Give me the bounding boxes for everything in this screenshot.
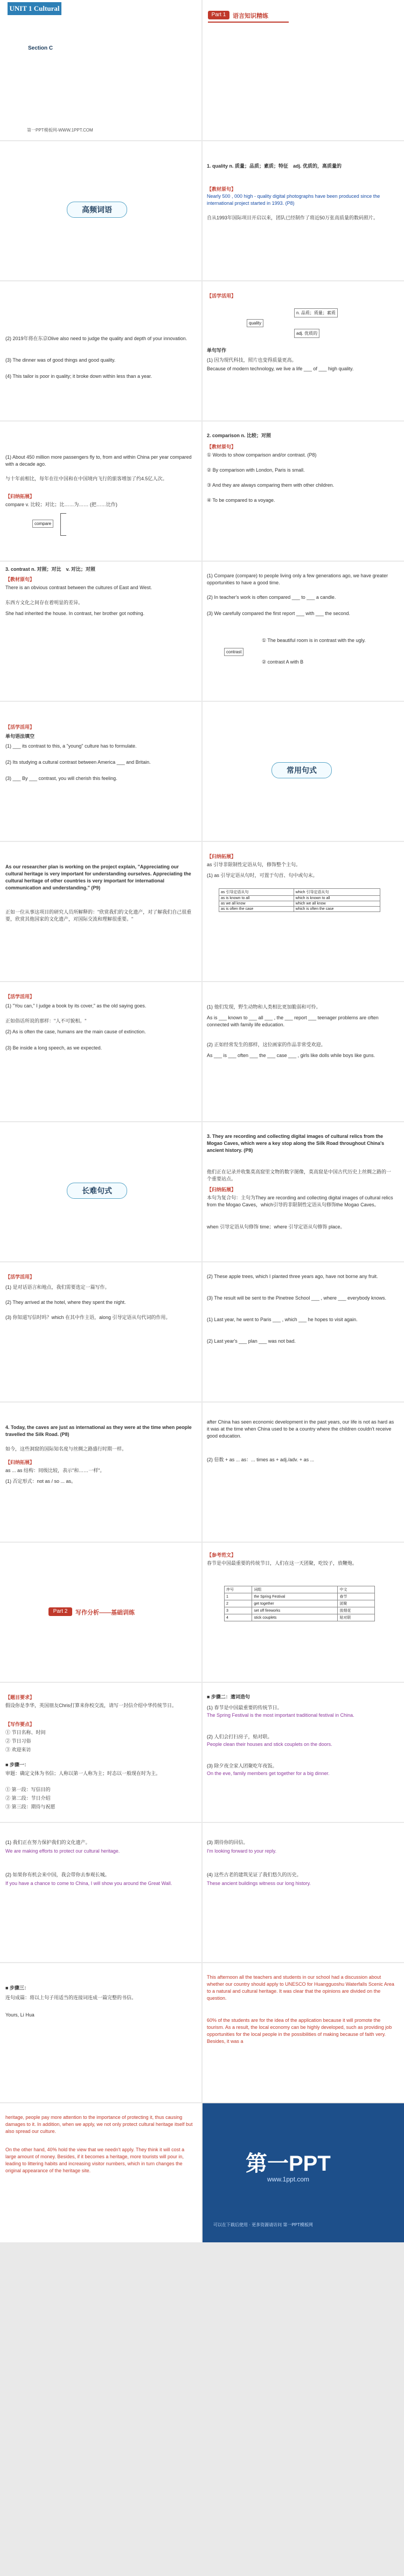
s2-left-1: (2) 2019年将在东京Olive also need to judge the quality and depth of your innovation. [5,336,187,341]
s8-r1: 本句为复合句：主句为They are recording and collecting digital images of cultural relics from the Mogao Caves，which引导的非限制性定语从句修饰the Mogao Caves。 [207,1195,393,1207]
table-cell: 3 [225,1607,252,1614]
s7-e1-cn: 正如俗话所说的那样："人不可貌相。" [5,1018,87,1024]
s7-e1: (1) "You can," I judge a book by its cover," as the old saying goes. [5,1003,147,1009]
s15-right [203,2103,404,2242]
orig-sentence: Nearly 500 , 000 high - quality digital photographs have been produced since the international project started in 1993. (P8) [207,194,380,206]
part-title: 语言知识精练 [233,13,268,19]
step2-3-en: On the eve, family members get together for a big dinner. [207,1771,330,1776]
slide-10 [0,1262,404,1401]
table-cell: get together [252,1600,338,1607]
table-cell: set off fireworks [252,1607,338,1614]
step1-p3: ③ 第三段：期待与祝愿 [5,1804,55,1810]
slide-13 [0,1683,404,1822]
step2-1: (1) 春节是中国最重要的传统节日。 [207,1705,282,1710]
s11-left [0,1543,201,1682]
s2-left-3: (4) This tailor is poor in quality; it broke down within less than a year. [5,374,152,379]
s8-left-1: (1) 是对话语言和地点，我们需要选定一篇写作。 [5,1284,110,1290]
table-head-1: as 引导定语从句 [219,889,294,896]
s6-r2: (1) as 引导定语从句时，可置于句首、句中或句末。 [207,873,318,878]
s3-right [203,562,404,701]
fill-1: (1) ___ its contrast to this, a "young" culture has to formulate. [5,743,137,749]
divider [201,562,203,701]
ex-title: 单句写作 [207,348,227,353]
s4-left [0,562,201,701]
slide-12 [0,1543,404,1682]
s8-sentence: 3. They are recording and collecting digital images of cultural relics from the Mogao Caves, which were a key stop along the Silk Road throughout China's ancient history. (P8) [207,1134,385,1153]
s1-right [203,141,404,280]
table-cell: 春节 [338,1593,375,1600]
banner-sentence: 常用句式 [271,762,332,778]
s12-left [0,1683,201,1822]
s8-right [203,1122,404,1261]
table-row [219,901,380,907]
step2-2: (2) 人们会打扫房子，贴对联。 [207,1734,273,1739]
s15-left [0,2103,201,2242]
table-cell: as is known to all [219,896,294,901]
table-row [225,1593,375,1600]
table-cell: as we all know [219,901,294,907]
tag-apply-8: 【活学活用】 [5,1274,35,1280]
s10-right [203,1403,404,1542]
s11-right [203,1543,404,1682]
table-header [225,1586,375,1593]
s7-r4: As ___ is ___ often ___ the ___ case ___ , girls like dolls while boys like guns. [207,1053,375,1058]
compare-brace [60,513,66,536]
banner-high-freq: 高频词语 [67,202,127,218]
s3-left-1: (1) About 450 million more passengers fly to, from and within China per year compared with a decade ago. [5,454,192,467]
tag-use-3: 【教材原句】 [5,577,35,582]
tag-sum-10: 【归纳拓展】 [5,1460,35,1465]
slide-cover [0,0,404,140]
s1-exercise [203,281,404,420]
ex-1-en: Because of modern technology, we live a life ___ of ___ high quality. [207,366,354,371]
quality-note-2: adj. 优质的 [294,329,319,338]
table-cell: 1 [225,1593,252,1600]
item-comparison: 2. comparison n. 比较；对照 [207,433,271,438]
c2: ② By comparison with London, Paris is small. [207,467,305,473]
table-header [219,889,380,896]
divider [201,1823,203,1962]
c4: ④ To be compared to a voyage. [207,498,275,503]
contrast-2: She had inherited the house. In contrast, her brother got nothing. [5,611,145,616]
essay-1: This afternoon all the teachers and students in our school had a discussion about whether our country should apply to UNESCO for Huangguoshu Waterfalls Scenic Area to a natural and cultural heritage. It was clear that the opinions are divided on the question. [207,1974,394,2001]
banner-long-sentence: 长难句式 [67,1183,127,1199]
s6-left [0,842,201,981]
c1: ① Words to show comparison and/or contrast. (P8) [207,452,317,458]
point-2: ② 节日习俗 [5,1738,31,1744]
compare-label: compare [32,520,53,528]
table-row [219,896,380,901]
s13-l1: (1) 我们正在努力保护我们的文化遗产。 [5,1840,90,1845]
step2-tag: ■ 步骤二：遣词造句 [207,1694,250,1700]
orig-translation: 自从1993年国际项目开启以来，团队已经制作了将近50万张高质量的数码照片。 [207,215,379,220]
table-cell: stick couplets [252,1614,338,1621]
compare-cn: compare v. 比较；对比；比……为…… (把……比作) [5,502,117,507]
point-3: ③ 欢迎来访 [5,1747,31,1752]
logo-big: 第一PPT [246,2152,331,2176]
divider [201,1262,203,1401]
s8b-left [0,1262,201,1401]
divider [201,2103,203,2242]
s13-l2-en: If you have a chance to come to China, I will show you around the Great Wall. [5,1881,172,1886]
tag-ex: 【活学活用】 [207,293,236,299]
tag-sum-6: 【归纳拓展】 [207,854,236,859]
cover-right [203,0,404,140]
tag-apply-7: 【活学活用】 [5,994,35,999]
step1-p2: ② 第二段：节日介绍 [5,1795,51,1801]
part2-title: 写作分析——基础训练 [75,1610,135,1616]
slide-8 [0,982,404,1121]
tag-apply: 【活学活用】 [5,724,35,730]
s14-right [203,1963,404,2102]
table-cell: 放烟花 [338,1607,375,1614]
s2-left-2: (3) The dinner was of good things and good quality. [5,357,116,363]
table-row [225,1607,375,1614]
fill-2: (2) Its studying a cultural contrast between America ___ and Britain. [5,759,151,765]
table-cell: as is often the case [219,907,294,912]
s13-right [203,1823,404,1962]
s8-r2: when 引导定语从句修饰 time；where 引导定语从句修饰 place。 [207,1224,345,1230]
s13-left [0,1823,201,1962]
step2-2-en: People clean their houses and stick couplets on the doors. [207,1742,332,1747]
cover-title: UNIT 1 Cultural Heritage [8,2,61,15]
s3-left-cn: 与十年前相比，每年在往中国和在中国境内飞行的旅客增加了约4.5亿人次。 [5,476,168,481]
table-cell: 贴对联 [338,1614,375,1621]
table-cell: which is known to all [294,896,380,901]
phrase-table [224,1586,375,1621]
s6-r1: as 引导非限制性定语从句，修饰整个主句。 [207,862,301,867]
contrast-r2: ② contrast A with B [262,659,304,665]
item-quality: 1. quality n. 质量；品质；素质；特征 adj. 优质的，高质量的 [207,163,342,169]
s7-e3: (3) Be inside a long speech, as we expected. [5,1045,102,1051]
divider [201,1543,203,1682]
step1-tag: ■ 步骤一： [5,1762,29,1767]
step3-sign: Yours, Li Hua [5,2012,34,2018]
s13-l2: (2) 如果你有机会来中国，我会带你去参观长城。 [5,1872,110,1877]
s14-left [0,1963,201,2102]
s6-right [203,842,404,981]
table-head: 词组 [252,1586,338,1593]
s10-r3: after China has seen economic development in the past years, our life is not as hard as it was at the time when China used to be a country where the children couldn't receive good education. [207,1419,394,1439]
table-row [219,907,380,912]
s7-left [0,982,201,1121]
slide-11 [0,1403,404,1542]
s10-left [0,1403,201,1542]
contrast-r1: ① The beautiful room is in contrast with the ugly. [262,638,366,643]
divider [201,1683,203,1822]
fill-title: 单句语法填空 [5,734,35,739]
step2-3: (3) 除夕夜全家人团聚吃年夜饭。 [207,1763,277,1769]
s9-right [203,1262,404,1401]
s13-l1-en: We are making efforts to protect our cultural heritage. [5,1848,120,1854]
s8-left-3: (3) 你知道写信时吗？which 在其中作主语，along 引导定语从句代词的作用。 [5,1315,171,1320]
table-row [225,1600,375,1607]
as-which-table [219,888,380,912]
slide-7 [0,842,404,981]
tag-use-2: 【教材原句】 [207,444,236,450]
s6-sentence: As our researcher plan is working on the project explain, "Appreciating our cultural heritage is very important for understanding ourselves. Appreciating the cultural heritage of other countries is very important for international communication and understanding." (P9) [5,864,191,890]
table-head: 序号 [225,1586,252,1593]
fill-3: (3) ___ By ___ contrast, you will cherish this feeling. [5,776,117,781]
cover-section: Section C [28,45,53,51]
divider [201,281,203,420]
divider [201,1403,203,1542]
s8-sentence-cn: 他们正在记录并收集莫高窟里文物的数字图像，莫高窟是中国古代历史上丝绸之路的一个重要站点。 [207,1169,392,1182]
divider [201,842,203,981]
slide-9 [0,1122,404,1261]
slide-14 [0,1823,404,1962]
cover-left [0,0,201,140]
s10-r4: (2) 倍数 + as ... as：... times as + adj./adv. + as ... [207,1457,315,1462]
s8-left-2: (2) They arrived at the hotel, where they spent the night. [5,1300,126,1305]
contrast-label: contrast [224,648,243,656]
point-1: ① 节日名称、时间 [5,1730,46,1735]
s1-left [0,141,201,280]
contrast-1: There is an obvious contrast between the cultures of East and West. [5,585,152,590]
s10-r1: as ... as 结构：同级比较，表示"和……一样"。 [5,1468,105,1473]
divider [201,982,203,1121]
table-cell: which is often the case [294,907,380,912]
step2-1-en: The Spring Festival is the most important traditional festival in China. [207,1712,354,1718]
essay-3: heritage, people pay more attention to the importance of protecting it, thus causing damages to it. In addition, when we apply, we not only protect cultural heritage itself but also spread our culture. [5,2115,193,2134]
table-cell: 2 [225,1600,252,1607]
slide-15 [0,1963,404,2102]
divider [201,1122,203,1261]
s11-right-1: 春节是中国最重要的传统节日，人们在这一天团聚，吃饺子，放鞭炮。 [207,1560,358,1566]
s9-r1: (1) Last year, he went to Paris ___ , which ___ he hopes to visit again. [207,1317,358,1322]
part2-label: Part 2 [48,1607,72,1616]
divider [201,702,203,841]
table-cell: which we all know [294,901,380,907]
slide-2 [0,141,404,280]
tag-ref: 【参考范文】 [207,1552,236,1558]
compare-ex-2: (2) In teacher's work is often compared ___ to ___ a candle. [207,595,336,600]
slide-4 [0,422,404,561]
s9-r2: (2) Last year's ___ plan ___ was not bad. [207,1338,296,1344]
s9-l2: (3) The result will be sent to the Pinetree School ___ , where ___ everybody knows. [207,1295,387,1301]
tag-points: 【写作要点】 [5,1722,35,1727]
s13-r2: (4) 这些古老的建筑见证了我们悠久的历史。 [207,1872,302,1877]
c3: ③ And they are always comparing them with other children. [207,482,335,488]
ex-1: (1) 因为现代科技，照片也变得质量更高。 [207,357,297,363]
tag-sum-8: 【归纳拓展】 [207,1187,236,1192]
task-text: 假设你是李华，英国朋友Chris打算来你校交流，请写一封信介绍中华传统节日。 [5,1703,177,1708]
slide-3 [0,281,404,420]
s13-r1-en: I'm looking forward to your reply. [207,1848,277,1854]
divider [201,422,203,561]
compare-ex-3: (3) We carefully compared the first report ___ with ___ the second. [207,611,350,616]
s7-e2: (2) As is often the case, humans are the main cause of extinction. [5,1029,146,1034]
tag-orig: 【教材原句】 [207,187,236,192]
slide-16 [0,2103,404,2242]
divider [201,0,203,140]
s12-right [203,1683,404,1822]
s2-left [0,281,201,420]
quality-label: quality [247,319,263,327]
s10-sentence-cn: 如今，这些洞窟的国际知名度与丝绸之路盛行时期一样。 [5,1446,127,1452]
tag-task: 【题目要求】 [5,1695,35,1700]
table-head-2: which 引导定语从句 [294,889,380,896]
table-cell: 团聚 [338,1600,375,1607]
s7-r2: As is ___ known to ___ all ___ , the ___ report ___ teenager problems are often connected with family life education. [207,1015,379,1027]
step1-text: 审题：确定文体为书信；人称以第一人称为主；时态以一般现在时为主。 [5,1771,161,1776]
s5-left [0,702,201,841]
tag-sum: 【归纳拓展】 [5,494,35,499]
s10-r2: (1) 否定形式：not as / so ... as。 [5,1479,76,1484]
step3-tag: ■ 步骤三： [5,1985,29,1991]
s7-right [203,982,404,1121]
essay-2: 60% of the students are for the idea of the application because it will promote the tourism. As a result, the local economy can be highly developed, such as providing job opportunities for the local people in the possibilities of making because of faith very. Besides, it was a [207,2018,392,2044]
table-row [225,1614,375,1621]
s7-r1: (1) 他们发现，野生动物和人类相比更加脆弱和可怜。 [207,1004,321,1010]
contrast-1-cn: 东西方文化之间存在着明显的差异。 [5,600,83,605]
part-label: Part 1 [208,11,229,19]
s10-sentence: 4. Today, the caves are just as international as they were at the time when people travelled the Silk Road. (P8) [5,1425,192,1437]
s13-r1: (3) 期待你的回信。 [207,1840,248,1845]
table-cell: 4 [225,1614,252,1621]
item-contrast: 3. contrast n. 对照；对比 v. 对比；对照 [5,567,95,572]
essay-4: On the other hand, 40% hold the view that we needn't apply. They think it will cost a large amount of money. Besides, if it becomes a heritage, more tourists will pour in, leading to littering habits and increasing visitor numbers, which in turn changes the original appearance of the heritage site. [5,2147,185,2173]
slide-6 [0,702,404,841]
s2-right [203,422,404,561]
slide-5 [0,562,404,701]
s7-r3: (2) 正如经常发生的那样，这位画家的作品非常受欢迎。 [207,1042,326,1047]
logo-url: www.1ppt.com [267,2176,310,2183]
s8-left [0,1122,201,1261]
divider [201,141,203,280]
s9-l1: (2) These apple trees, which I planted three years ago, have not borne any fruit. [207,1274,378,1279]
foot-text: 可以在下载后使用 · 更多资源请访问 第一PPT模板网 [213,2222,313,2227]
s6-sentence-cn: 正如一位从事这项目的研究人员所解释的："欣赏我们的文化遗产，对了解我们自己很重要，欣赏其他国家的文化遗产，对国际交流和理解很重要。" [5,909,192,922]
part-underline [208,22,289,23]
table-cell: the Spring Festival [252,1593,338,1600]
s3-left [0,422,201,561]
divider [201,1963,203,2102]
s13-r2-en: These ancient buildings witness our long history. [207,1881,311,1886]
table-head: 中文 [338,1586,375,1593]
s5-right [203,702,404,841]
compare-ex-1: (1) Compare (compare) to people living only a few generations ago, we have greater opportunities to have a good time. [207,573,388,585]
step3-text: 连句成篇：将以上句子用适当的连接词连成一篇完整的书信。 [5,1995,137,2000]
cover-site: 第一PPT模板网-WWW.1PPT.COM [27,128,93,133]
step1-p1: ① 第一段：写信目的 [5,1787,51,1792]
quality-note-1: n. 品质；质量；素质 [294,308,338,317]
